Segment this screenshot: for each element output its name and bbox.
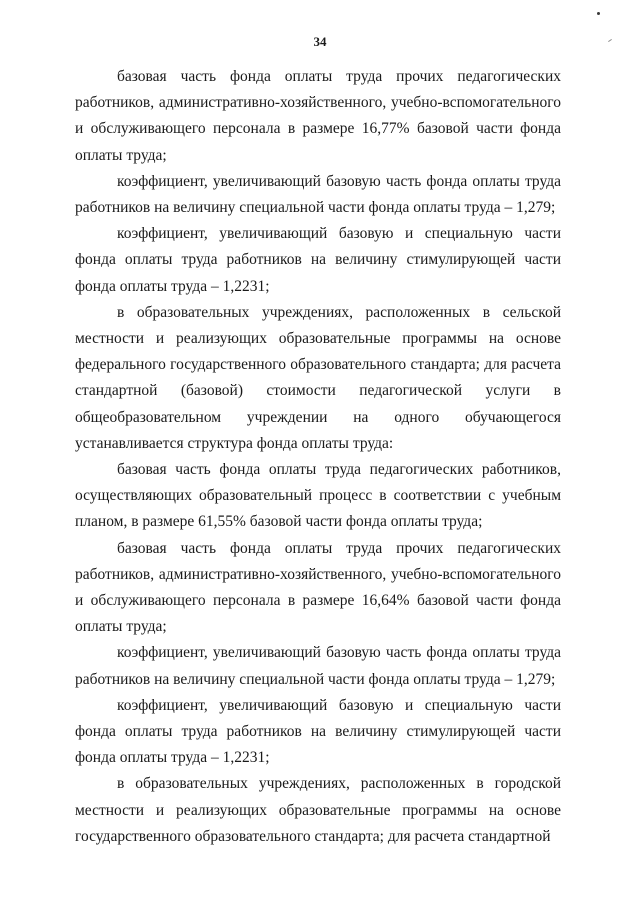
paragraph: коэффициент, увеличивающий базовую часть фонда оплаты труда работников на величину специальной части фонда оплаты труда – 1,279; [75,172,561,217]
page-number: 34 [313,34,327,49]
scan-speck [597,12,600,15]
paragraph: базовая часть фонда оплаты труда педагогических работников, осуществляющих образовательный процесс в соответствии с учебным планом, в размере 61,55% базовой части фонда оплаты труда; [75,461,561,531]
paragraph: коэффициент, увеличивающий базовую и специальную части фонда оплаты труда работников на величину стимулирующей части фонда оплаты труда – 1,2231; [75,696,561,767]
document-body [75,64,561,850]
paragraph: в образовательных учреждениях, расположенных в сельской местности и реализующих образовательные программы на основе федерального государственного образовательного стандарта; для расчета стандартной (базовой) стоимости педагогической услуги в общеобразовательном учреждении на одного обучающегося устанавливается структура фонда оплаты труда: [75,303,561,452]
paragraph: в образовательных учреждениях, расположенных в городской местности и реализующих образовательные программы на основе государственного образовательного стандарта; для расчета стандартной [75,775,561,845]
paragraph: базовая часть фонда оплаты труда прочих педагогических работников, административно-хозяйственного, учебно-вспомогательного и обслуживающего персонала в размере 16,77% базовой части фонда оплаты труда; [75,68,561,164]
paragraph: коэффициент, увеличивающий базовую и специальную части фонда оплаты труда работников на величину стимулирующей части фонда оплаты труда – 1,2231; [75,225,561,295]
paragraph: базовая часть фонда оплаты труда прочих педагогических работников, административно-хозяйственного, учебно-вспомогательного и обслуживающего персонала в размере 16,64% базовой части фонда оплаты труда; [75,539,561,636]
paragraph: коэффициент, увеличивающий базовую часть фонда оплаты труда работников на величину специальной части фонда оплаты труда – 1,279; [75,644,561,688]
